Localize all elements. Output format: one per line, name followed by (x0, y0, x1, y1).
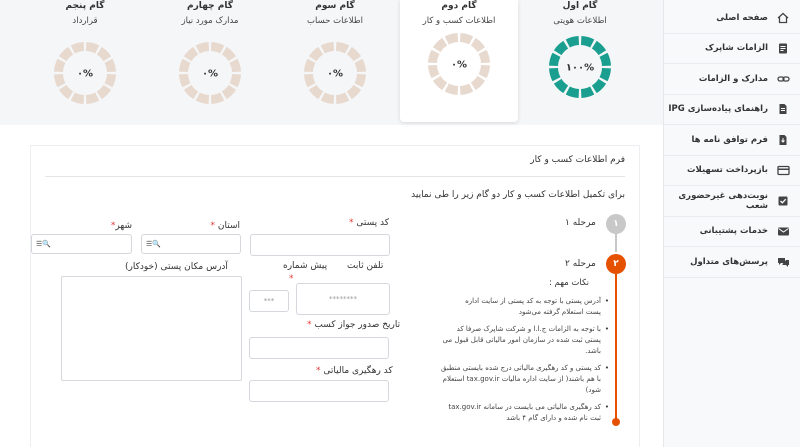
phone-label (347, 261, 383, 271)
progress-segment (549, 68, 560, 81)
step-subtitle: مدارک مورد نیاز (181, 16, 239, 26)
progress-segment (97, 85, 111, 99)
sidebar-item-label: خدمات پشتیبانی (699, 226, 768, 237)
city-label (108, 221, 132, 231)
progress-segment (554, 79, 568, 93)
step-progress-ring (426, 31, 492, 97)
form-title: فرم اطلاعات کسب و کار (530, 155, 625, 165)
sidebar-item-support[interactable] (664, 217, 800, 248)
license-date-label-text: تاریخ صدور جواز کسب (314, 320, 401, 330)
required-mark: * (289, 274, 294, 284)
progress-percent: ۰% (450, 59, 468, 71)
progress-segment (554, 41, 568, 55)
progress-segment (566, 87, 579, 98)
stage-1-label: مرحله ۱ (565, 218, 596, 228)
stage-connector (615, 234, 617, 252)
search-icon: ☰🔍 (36, 240, 51, 248)
progress-segment (479, 65, 490, 78)
sidebar-item-label: نوبت‌دهی غیرحضوری شعب (678, 190, 768, 211)
area-code-label: پیش شماره (283, 261, 328, 271)
progress-segment (59, 47, 73, 61)
business-info-panel (30, 145, 640, 447)
progress-segment (600, 68, 611, 81)
link-icon (776, 72, 790, 86)
progress-segment (445, 84, 458, 95)
sidebar-item-ipg-guide[interactable] (664, 95, 800, 126)
step-1[interactable] (525, 0, 635, 110)
required-mark: * (316, 366, 321, 376)
progress-segment (321, 93, 334, 104)
province-select[interactable] (141, 234, 241, 254)
sidebar-item-label: مدارک و الزامات (698, 73, 768, 84)
stage-end-dot (612, 418, 620, 426)
progress-segment (179, 59, 190, 72)
step-4[interactable] (155, 0, 265, 110)
step-title: گام چهارم (187, 1, 233, 11)
progress-segment (460, 33, 473, 44)
sidebar-item-faq[interactable] (664, 247, 800, 278)
progress-segment (592, 79, 606, 93)
step-progress-ring (52, 40, 118, 106)
required-mark: * (307, 320, 312, 330)
sidebar-item-home[interactable] (664, 3, 800, 34)
city-select[interactable] (31, 234, 132, 254)
progress-segment (355, 59, 366, 72)
required-mark: * (210, 221, 216, 231)
notes-title: نکات مهم : (549, 278, 590, 288)
progress-segment (86, 93, 99, 104)
sidebar-item-label: پرسش‌های متداول (690, 256, 768, 267)
progress-segment (105, 59, 116, 72)
step-progress-ring (177, 40, 243, 106)
progress-segment (184, 85, 198, 99)
step-subtitle: اطلاعات حساب (307, 16, 363, 26)
step-2[interactable] (400, 0, 518, 122)
progress-segment (566, 36, 579, 47)
progress-segment (184, 47, 198, 61)
progress-segment (592, 41, 606, 55)
stage-2-marker: ۲ (606, 254, 626, 274)
step-subtitle: قرارداد (72, 16, 98, 26)
progress-segment (581, 87, 594, 98)
sidebar-item-label: الزامات شاپرک (705, 43, 768, 54)
tax-code-label-text: کد رهگیری مالیاتی (323, 366, 393, 376)
sidebar-item-agreements[interactable] (664, 125, 800, 156)
checkbox-icon (776, 194, 790, 208)
postal-code-label (349, 218, 389, 228)
sidebar-item-documents[interactable] (664, 64, 800, 95)
progress-segment (355, 74, 366, 87)
progress-percent: ۰% (76, 68, 94, 80)
download-icon (776, 133, 790, 147)
sidebar (663, 0, 800, 447)
chat-icon (776, 255, 790, 269)
progress-percent: ۰% (201, 68, 219, 80)
sidebar-item-shaparak[interactable] (664, 34, 800, 65)
clipboard-icon (776, 41, 790, 55)
stage-1-marker: ۱ (606, 214, 626, 234)
progress-segment (71, 93, 84, 104)
step-title: گام پنجم (65, 1, 105, 11)
city-label-text: شهر (115, 221, 132, 231)
note-item: • با توجه به الزامات ج.ا.ا و شرکت شاپرک صرفا کد پستی ثبت شده در سازمان امور مالیاتی قابل قبول می باشد. (441, 324, 601, 357)
step-progress-ring (302, 40, 368, 106)
progress-segment (105, 74, 116, 87)
mail-icon (776, 224, 790, 238)
form-intro: برای تکمیل اطلاعات کسب و کار دو گام زیر را طی نمایید (411, 190, 625, 200)
progress-segment (86, 42, 99, 53)
divider (45, 176, 625, 177)
step-3[interactable] (280, 0, 390, 110)
progress-segment (581, 36, 594, 47)
progress-segment (71, 42, 84, 53)
progress-segment (336, 42, 349, 53)
step-title: گام سوم (315, 1, 355, 11)
progress-segment (309, 85, 323, 99)
sidebar-item-appointment[interactable] (664, 186, 800, 217)
progress-segment (336, 93, 349, 104)
progress-segment (321, 42, 334, 53)
province-label (205, 221, 240, 231)
progress-segment (471, 38, 485, 52)
sidebar-item-loan-repayment[interactable] (664, 156, 800, 187)
progress-segment (211, 93, 224, 104)
sidebar-item-label: صفحه اصلی (716, 12, 768, 23)
required-mark: * (110, 221, 116, 231)
note-item: • کد پستی و کد رهگیری مالیاتی درج شده بایستی منطبق با هم باشند( از سایت اداره مالیات tax.gov.ir استعلام شود) (441, 363, 601, 396)
card-icon (776, 163, 790, 177)
document-icon (776, 102, 790, 116)
phone-label-text: تلفن ثابت (347, 261, 384, 271)
sidebar-item-label: راهنمای پیاده‌سازی IPG (668, 104, 768, 115)
note-item: • آدرس پستی با توجه به کد پستی از سایت اداره پست استعلام گرفته می‌شود (451, 296, 601, 318)
step-progress-ring (547, 34, 613, 100)
progress-segment (479, 50, 490, 63)
progress-segment (179, 74, 190, 87)
progress-segment (54, 59, 65, 72)
province-label-text: استان (217, 221, 240, 231)
progress-segment (445, 33, 458, 44)
step-subtitle: اطلاعات کسب و کار (422, 16, 496, 26)
step-title: گام دوم (441, 1, 477, 11)
progress-segment (471, 76, 485, 90)
progress-segment (59, 85, 73, 99)
progress-percent: ۱۰۰% (565, 62, 595, 74)
progress-segment (600, 53, 611, 66)
progress-segment (196, 42, 209, 53)
note-item: • کد رهگیری مالیاتی می بایست در سامانه tax.gov.ir ثبت نام شده و دارای گام ۴ باشد (441, 402, 601, 424)
area-code-input[interactable]: *** (249, 290, 289, 312)
progress-segment (196, 93, 209, 104)
license-date-label (307, 320, 400, 330)
progress-segment (347, 47, 361, 61)
license-date-input[interactable] (249, 337, 389, 359)
progress-segment (428, 65, 439, 78)
progress-segment (309, 47, 323, 61)
progress-segment (428, 50, 439, 63)
postal-code-input[interactable] (250, 234, 390, 256)
progress-percent: ۰% (326, 68, 344, 80)
progress-segment (222, 47, 236, 61)
steps-header (0, 0, 663, 125)
progress-segment (347, 85, 361, 99)
tax-code-input[interactable] (249, 380, 389, 402)
progress-segment (211, 42, 224, 53)
progress-segment (230, 59, 241, 72)
address-textarea (61, 276, 242, 381)
step-subtitle: اطلاعات هویتی (553, 16, 607, 26)
required-mark: * (349, 218, 354, 228)
progress-segment (222, 85, 236, 99)
phone-input[interactable]: ******** (296, 283, 390, 315)
progress-segment (433, 38, 447, 52)
postal-code-label-text: کد پستی (356, 218, 389, 228)
stage-2-timeline (615, 274, 617, 420)
sidebar-item-label: بازپرداخت تسهیلات (686, 165, 768, 176)
step-5[interactable] (30, 0, 140, 110)
progress-segment (433, 76, 447, 90)
progress-segment (304, 74, 315, 87)
progress-segment (230, 74, 241, 87)
progress-segment (54, 74, 65, 87)
home-icon (776, 11, 790, 25)
sidebar-item-label: فرم توافق نامه ها (691, 134, 768, 145)
step-title: گام اول (562, 1, 598, 11)
search-icon: ☰🔍 (146, 240, 161, 248)
progress-segment (97, 47, 111, 61)
tax-code-label (316, 366, 393, 376)
progress-segment (460, 84, 473, 95)
progress-segment (304, 59, 315, 72)
stage-2-label: مرحله ۲ (565, 259, 596, 269)
address-label: آدرس مکان پستی (خودکار) (125, 262, 228, 272)
progress-segment (549, 53, 560, 66)
